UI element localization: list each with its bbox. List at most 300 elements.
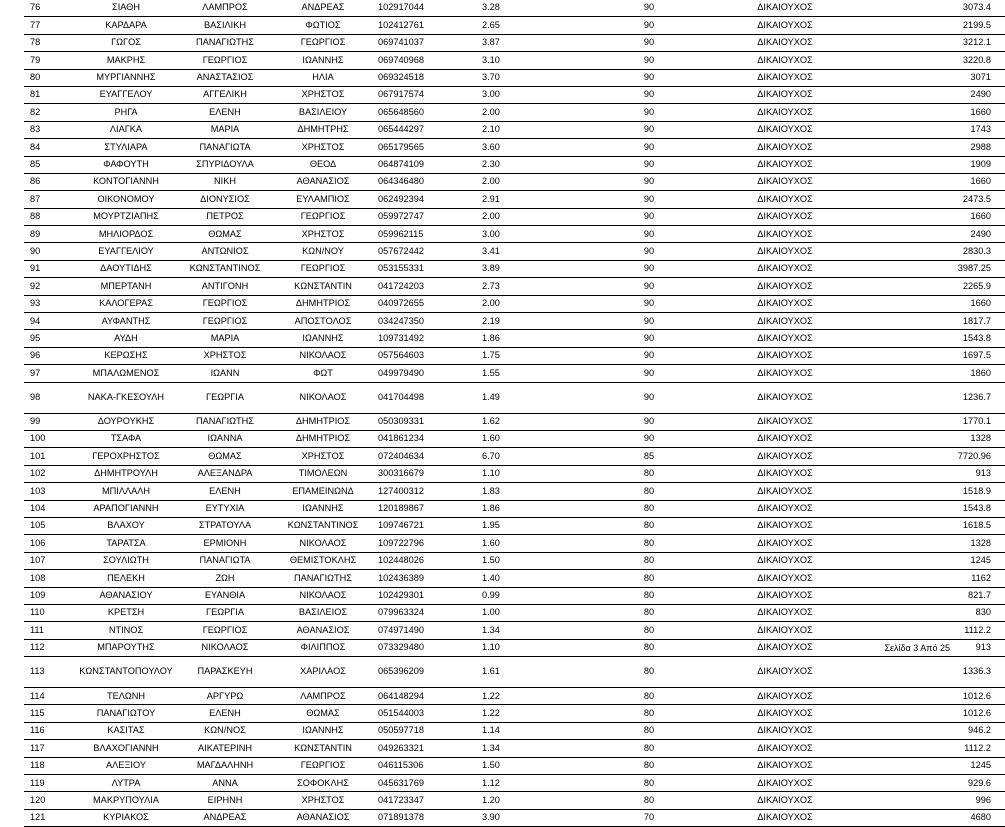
- table-row: [24, 52, 1005, 69]
- score-cell: 1.60: [480, 535, 576, 552]
- first-name-cell: ΕΛΕΝΗ: [180, 104, 270, 121]
- id-number-cell: 102429301: [376, 587, 480, 604]
- first-name-cell: ΝΙΚΟΛΑΟΣ: [180, 639, 270, 656]
- points-cell: 90: [576, 365, 722, 382]
- id-number-cell: 071891378: [376, 809, 480, 826]
- id-number-cell: 049979490: [376, 365, 480, 382]
- father-name-cell: ΤΙΜΟΛΕΩΝ: [270, 465, 376, 482]
- surname-cell: ΜΑΚΡΗΣ: [72, 52, 180, 69]
- father-name-cell: ΓΕΩΡΓΙΟΣ: [270, 208, 376, 225]
- table-row: [24, 413, 1005, 430]
- father-name-cell: ΓΕΩΡΓΙΟΣ: [270, 757, 376, 774]
- father-name-cell: ΑΘΑΝΑΣΙΟΣ: [270, 173, 376, 190]
- row-number-cell: 102: [24, 465, 72, 482]
- points-cell: 90: [576, 295, 722, 312]
- score-cell: 1.83: [480, 483, 576, 500]
- points-cell: 90: [576, 413, 722, 430]
- score-cell: 3.87: [480, 34, 576, 51]
- father-name-cell: ΙΩΑΝΝΗΣ: [270, 330, 376, 347]
- surname-cell: ΚΑΛΟΓΕΡΑΣ: [72, 295, 180, 312]
- table-row: [24, 688, 1005, 705]
- first-name-cell: ΜΑΡΙΑ: [180, 121, 270, 138]
- points-cell: 90: [576, 52, 722, 69]
- status-cell: ΔΙΚΑΙΟΥΧΟΣ: [722, 226, 848, 243]
- father-name-cell: ΣΟΦΟΚΛΗΣ: [270, 775, 376, 792]
- status-cell: ΔΙΚΑΙΟΥΧΟΣ: [722, 278, 848, 295]
- table-row: [24, 430, 1005, 447]
- status-cell: ΔΙΚΑΙΟΥΧΟΣ: [722, 34, 848, 51]
- status-cell: ΔΙΚΑΙΟΥΧΟΣ: [722, 688, 848, 705]
- points-cell: 80: [576, 500, 722, 517]
- id-number-cell: 059962115: [376, 226, 480, 243]
- status-cell: ΔΙΚΑΙΟΥΧΟΣ: [722, 121, 848, 138]
- id-number-cell: 046115306: [376, 757, 480, 774]
- first-name-cell: ΓΕΩΡΓΙΟΣ: [180, 313, 270, 330]
- first-name-cell: ΑΛΕΞΑΝΔΡΑ: [180, 465, 270, 482]
- first-name-cell: ΠΑΝΑΓΙΩΤΗΣ: [180, 413, 270, 430]
- father-name-cell: ΑΘΑΝΑΣΙΟΣ: [270, 809, 376, 826]
- first-name-cell: ΓΕΩΡΓΙΟΣ: [180, 52, 270, 69]
- father-name-cell: ΚΩΝΣΤΑΝΤΙΝΟΣ: [270, 517, 376, 534]
- status-cell: ΔΙΚΑΙΟΥΧΟΣ: [722, 52, 848, 69]
- score-cell: 1.50: [480, 757, 576, 774]
- id-number-cell: 300316679: [376, 465, 480, 482]
- row-number-cell: 93: [24, 295, 72, 312]
- id-number-cell: 034247350: [376, 313, 480, 330]
- father-name-cell: ΕΠΑΜΕΙΝΩΝΔ: [270, 483, 376, 500]
- father-name-cell: ΔΗΜΗΤΡΗΣ: [270, 121, 376, 138]
- first-name-cell: ΠΑΝΑΓΙΩΤΗΣ: [180, 34, 270, 51]
- father-name-cell: ΙΩΑΝΝΗΣ: [270, 500, 376, 517]
- father-name-cell: ΠΑΝΑΓΙΩΤΗΣ: [270, 570, 376, 587]
- father-name-cell: ΛΑΜΠΡΟΣ: [270, 688, 376, 705]
- row-number-cell: 76: [24, 0, 72, 17]
- total-cell: 1162: [848, 570, 1005, 587]
- surname-cell: ΤΣΑΦΑ: [72, 430, 180, 447]
- score-cell: 2.00: [480, 295, 576, 312]
- points-cell: 90: [576, 330, 722, 347]
- surname-cell: ΜΥΡΓΙΑΝΝΗΣ: [72, 69, 180, 86]
- first-name-cell: ΣΤΡΑΤΟΥΛΑ: [180, 517, 270, 534]
- table-row: [24, 483, 1005, 500]
- status-cell: ΔΙΚΑΙΟΥΧΟΣ: [722, 483, 848, 500]
- total-cell: 1245: [848, 757, 1005, 774]
- table-body: [24, 0, 1005, 827]
- id-number-cell: 041724203: [376, 278, 480, 295]
- first-name-cell: ΕΥΤΥΧΙΑ: [180, 500, 270, 517]
- points-cell: 90: [576, 430, 722, 447]
- points-cell: 80: [576, 757, 722, 774]
- table-row: [24, 570, 1005, 587]
- first-name-cell: ΙΩΑΝΝΑ: [180, 430, 270, 447]
- status-cell: ΔΙΚΑΙΟΥΧΟΣ: [722, 639, 848, 656]
- total-cell: 1543.8: [848, 330, 1005, 347]
- total-cell: 1112.2: [848, 622, 1005, 639]
- id-number-cell: 067917574: [376, 86, 480, 103]
- id-number-cell: 041723347: [376, 792, 480, 809]
- id-number-cell: 102436389: [376, 570, 480, 587]
- surname-cell: ΠΕΛΕΚΗ: [72, 570, 180, 587]
- table-row: [24, 278, 1005, 295]
- id-number-cell: 079963324: [376, 604, 480, 621]
- first-name-cell: ΕΙΡΗΝΗ: [180, 792, 270, 809]
- id-number-cell: 064148294: [376, 688, 480, 705]
- status-cell: ΔΙΚΑΙΟΥΧΟΣ: [722, 86, 848, 103]
- total-cell: 1328: [848, 430, 1005, 447]
- table-row: [24, 622, 1005, 639]
- first-name-cell: ΛΑΜΠΡΟΣ: [180, 0, 270, 17]
- points-cell: 80: [576, 740, 722, 757]
- score-cell: 2.00: [480, 104, 576, 121]
- points-cell: 80: [576, 722, 722, 739]
- status-cell: ΔΙΚΑΙΟΥΧΟΣ: [722, 552, 848, 569]
- points-cell: 80: [576, 688, 722, 705]
- total-cell: 1236.7: [848, 382, 1005, 413]
- table-row: [24, 757, 1005, 774]
- surname-cell: ΚΟΝΤΟΓΙΑΝΝΗ: [72, 173, 180, 190]
- id-number-cell: 057564603: [376, 347, 480, 364]
- row-number-cell: 107: [24, 552, 72, 569]
- table-row: [24, 657, 1005, 688]
- score-cell: 1.20: [480, 792, 576, 809]
- table-row: [24, 173, 1005, 190]
- father-name-cell: ΦΩΤΙΟΣ: [270, 17, 376, 34]
- status-cell: ΔΙΚΑΙΟΥΧΟΣ: [722, 604, 848, 621]
- row-number-cell: 117: [24, 740, 72, 757]
- table-row: [24, 313, 1005, 330]
- surname-cell: ΣΤΥΛΙΑΡΑ: [72, 139, 180, 156]
- first-name-cell: ΑΝΔΡΕΑΣ: [180, 809, 270, 826]
- table-row: [24, 639, 1005, 656]
- id-number-cell: 040972655: [376, 295, 480, 312]
- table-row: [24, 260, 1005, 277]
- total-cell: 929.6: [848, 775, 1005, 792]
- score-cell: 1.10: [480, 639, 576, 656]
- table-row: [24, 191, 1005, 208]
- id-number-cell: 102412761: [376, 17, 480, 34]
- score-cell: 1.12: [480, 775, 576, 792]
- status-cell: ΔΙΚΑΙΟΥΧΟΣ: [722, 517, 848, 534]
- total-cell: 7720.96: [848, 448, 1005, 465]
- total-cell: 2830.3: [848, 243, 1005, 260]
- father-name-cell: ΔΗΜΗΤΡΙΟΣ: [270, 295, 376, 312]
- status-cell: ΔΙΚΑΙΟΥΧΟΣ: [722, 535, 848, 552]
- first-name-cell: ΚΩΝΣΤΑΝΤΙΝΟΣ: [180, 260, 270, 277]
- father-name-cell: ΧΑΡΙΛΑΟΣ: [270, 657, 376, 688]
- total-cell: 1328: [848, 535, 1005, 552]
- row-number-cell: 118: [24, 757, 72, 774]
- row-number-cell: 113: [24, 657, 72, 688]
- total-cell: 2199.5: [848, 17, 1005, 34]
- table-row: [24, 792, 1005, 809]
- surname-cell: ΦΑΦΟΥΤΗ: [72, 156, 180, 173]
- points-cell: 90: [576, 173, 722, 190]
- row-number-cell: 90: [24, 243, 72, 260]
- table-row: [24, 517, 1005, 534]
- first-name-cell: ΜΑΡΙΑ: [180, 330, 270, 347]
- score-cell: 1.86: [480, 330, 576, 347]
- father-name-cell: ΦΩΤ: [270, 365, 376, 382]
- total-cell: 1660: [848, 295, 1005, 312]
- id-number-cell: 065444297: [376, 121, 480, 138]
- surname-cell: ΜΠΕΡΤΑΝΗ: [72, 278, 180, 295]
- status-cell: ΔΙΚΑΙΟΥΧΟΣ: [722, 705, 848, 722]
- row-number-cell: 112: [24, 639, 72, 656]
- surname-cell: ΚΑΣΙΤΑΣ: [72, 722, 180, 739]
- status-cell: ΔΙΚΑΙΟΥΧΟΣ: [722, 347, 848, 364]
- score-cell: 3.00: [480, 226, 576, 243]
- father-name-cell: ΒΑΣΙΛΕΙΟΣ: [270, 604, 376, 621]
- score-cell: 1.49: [480, 382, 576, 413]
- surname-cell: ΜΠΙΛΛΑΛΗ: [72, 483, 180, 500]
- surname-cell: ΜΗΛΙΟΡΔΟΣ: [72, 226, 180, 243]
- id-number-cell: 120189867: [376, 500, 480, 517]
- status-cell: ΔΙΚΑΙΟΥΧΟΣ: [722, 757, 848, 774]
- surname-cell: ΔΟΥΡΟΥΚΗΣ: [72, 413, 180, 430]
- total-cell: 2473.5: [848, 191, 1005, 208]
- score-cell: 3.89: [480, 260, 576, 277]
- row-number-cell: 94: [24, 313, 72, 330]
- score-cell: 2.19: [480, 313, 576, 330]
- row-number-cell: 99: [24, 413, 72, 430]
- score-cell: 1.00: [480, 604, 576, 621]
- page-number: Σελίδα 3 Από 25: [884, 643, 950, 653]
- table-row: [24, 535, 1005, 552]
- status-cell: ΔΙΚΑΙΟΥΧΟΣ: [722, 17, 848, 34]
- id-number-cell: 102917044: [376, 0, 480, 17]
- row-number-cell: 85: [24, 156, 72, 173]
- surname-cell: ΟΙΚΟΝΟΜΟΥ: [72, 191, 180, 208]
- row-number-cell: 92: [24, 278, 72, 295]
- total-cell: 2490: [848, 226, 1005, 243]
- id-number-cell: 127400312: [376, 483, 480, 500]
- row-number-cell: 79: [24, 52, 72, 69]
- points-cell: 90: [576, 347, 722, 364]
- father-name-cell: ΙΩΑΝΝΗΣ: [270, 52, 376, 69]
- score-cell: 6.70: [480, 448, 576, 465]
- total-cell: 2988: [848, 139, 1005, 156]
- row-number-cell: 89: [24, 226, 72, 243]
- points-cell: 80: [576, 570, 722, 587]
- surname-cell: ΝΑΚΑ-ΓΚΕΣΟΥΛΗ: [72, 382, 180, 413]
- row-number-cell: 111: [24, 622, 72, 639]
- points-cell: 80: [576, 775, 722, 792]
- id-number-cell: 109731492: [376, 330, 480, 347]
- total-cell: 1817.7: [848, 313, 1005, 330]
- surname-cell: ΓΕΡΟΧΡΗΣΤΟΣ: [72, 448, 180, 465]
- total-cell: 1660: [848, 173, 1005, 190]
- table-row: [24, 775, 1005, 792]
- points-cell: 85: [576, 448, 722, 465]
- surname-cell: ΚΩΝΣΤΑΝΤΟΠΟΥΛΟΥ: [72, 657, 180, 688]
- row-number-cell: 95: [24, 330, 72, 347]
- father-name-cell: ΧΡΗΣΤΟΣ: [270, 86, 376, 103]
- status-cell: ΔΙΚΑΙΟΥΧΟΣ: [722, 809, 848, 826]
- first-name-cell: ΚΩΝ/ΝΟΣ: [180, 722, 270, 739]
- table-row: [24, 448, 1005, 465]
- points-cell: 90: [576, 0, 722, 17]
- father-name-cell: ΒΑΣΙΛΕΙΟΥ: [270, 104, 376, 121]
- table-row: [24, 740, 1005, 757]
- id-number-cell: 072404634: [376, 448, 480, 465]
- table-row: [24, 382, 1005, 413]
- id-number-cell: 050309331: [376, 413, 480, 430]
- total-cell: 1660: [848, 208, 1005, 225]
- row-number-cell: 96: [24, 347, 72, 364]
- father-name-cell: ΧΡΗΣΤΟΣ: [270, 448, 376, 465]
- score-cell: 1.10: [480, 465, 576, 482]
- total-cell: 1860: [848, 365, 1005, 382]
- surname-cell: ΜΑΚΡΥΠΟΥΛΙΑ: [72, 792, 180, 809]
- surname-cell: ΣΙΑΘΗ: [72, 0, 180, 17]
- status-cell: ΔΙΚΑΙΟΥΧΟΣ: [722, 243, 848, 260]
- points-cell: 70: [576, 809, 722, 826]
- surname-cell: ΛΥΤΡΑ: [72, 775, 180, 792]
- surname-cell: ΒΛΑΧΟΓΙΑΝΝΗ: [72, 740, 180, 757]
- id-number-cell: 049263321: [376, 740, 480, 757]
- points-cell: 90: [576, 139, 722, 156]
- father-name-cell: ΑΠΟΣΤΟΛΟΣ: [270, 313, 376, 330]
- father-name-cell: ΧΡΗΣΤΟΣ: [270, 226, 376, 243]
- status-cell: ΔΙΚΑΙΟΥΧΟΣ: [722, 295, 848, 312]
- row-number-cell: 105: [24, 517, 72, 534]
- table-row: [24, 34, 1005, 51]
- total-cell: 1336.3: [848, 657, 1005, 688]
- score-cell: 1.22: [480, 688, 576, 705]
- first-name-cell: ΠΑΡΑΣΚΕΥΗ: [180, 657, 270, 688]
- total-cell: 1770.1: [848, 413, 1005, 430]
- total-cell: 3220.8: [848, 52, 1005, 69]
- row-number-cell: 84: [24, 139, 72, 156]
- surname-cell: ΤΕΛΩΝΗ: [72, 688, 180, 705]
- points-cell: 80: [576, 705, 722, 722]
- father-name-cell: ΙΩΑΝΝΗΣ: [270, 722, 376, 739]
- points-cell: 80: [576, 622, 722, 639]
- id-number-cell: 102448026: [376, 552, 480, 569]
- first-name-cell: ΑΝΝΑ: [180, 775, 270, 792]
- first-name-cell: ΕΡΜΙΟΝΗ: [180, 535, 270, 552]
- first-name-cell: ΑΝΤΩΝΙΟΣ: [180, 243, 270, 260]
- id-number-cell: 069741037: [376, 34, 480, 51]
- total-cell: 1697.5: [848, 347, 1005, 364]
- first-name-cell: ΓΕΩΡΓΙΑ: [180, 382, 270, 413]
- status-cell: ΔΙΚΑΙΟΥΧΟΣ: [722, 722, 848, 739]
- score-cell: 1.75: [480, 347, 576, 364]
- surname-cell: ΑΥΦΑΝΤΗΣ: [72, 313, 180, 330]
- first-name-cell: ΑΝΑΣΤΑΣΙΟΣ: [180, 69, 270, 86]
- row-number-cell: 110: [24, 604, 72, 621]
- first-name-cell: ΕΛΕΝΗ: [180, 705, 270, 722]
- row-number-cell: 119: [24, 775, 72, 792]
- points-cell: 80: [576, 517, 722, 534]
- father-name-cell: ΑΝΔΡΕΑΣ: [270, 0, 376, 17]
- first-name-cell: ΓΕΩΡΓΙΟΣ: [180, 295, 270, 312]
- row-number-cell: 87: [24, 191, 72, 208]
- status-cell: ΔΙΚΑΙΟΥΧΟΣ: [722, 413, 848, 430]
- status-cell: ΔΙΚΑΙΟΥΧΟΣ: [722, 173, 848, 190]
- surname-cell: ΑΡΑΠΟΓΙΑΝΝΗ: [72, 500, 180, 517]
- total-cell: 1012.6: [848, 705, 1005, 722]
- score-cell: 2.00: [480, 173, 576, 190]
- score-cell: 1.62: [480, 413, 576, 430]
- surname-cell: ΠΑΝΑΓΙΩΤΟΥ: [72, 705, 180, 722]
- score-cell: 2.73: [480, 278, 576, 295]
- first-name-cell: ΠΑΝΑΓΙΩΤΑ: [180, 139, 270, 156]
- status-cell: ΔΙΚΑΙΟΥΧΟΣ: [722, 775, 848, 792]
- first-name-cell: ΣΠΥΡΙΔΟΥΛΑ: [180, 156, 270, 173]
- total-cell: 3987.25: [848, 260, 1005, 277]
- row-number-cell: 81: [24, 86, 72, 103]
- score-cell: 3.60: [480, 139, 576, 156]
- id-number-cell: 064874109: [376, 156, 480, 173]
- first-name-cell: ΕΛΕΝΗ: [180, 483, 270, 500]
- id-number-cell: 041704498: [376, 382, 480, 413]
- surname-cell: ΔΑΟΥΤΙΔΗΣ: [72, 260, 180, 277]
- father-name-cell: ΧΡΗΣΤΟΣ: [270, 792, 376, 809]
- status-cell: ΔΙΚΑΙΟΥΧΟΣ: [722, 191, 848, 208]
- table-row: [24, 243, 1005, 260]
- father-name-cell: ΘΕΟΔ: [270, 156, 376, 173]
- first-name-cell: ΜΑΓΔΑΛΗΝΗ: [180, 757, 270, 774]
- status-cell: ΔΙΚΑΙΟΥΧΟΣ: [722, 657, 848, 688]
- surname-cell: ΒΛΑΧΟΥ: [72, 517, 180, 534]
- total-cell: 1543.8: [848, 500, 1005, 517]
- first-name-cell: ΑΙΚΑΤΕΡΙΝΗ: [180, 740, 270, 757]
- status-cell: ΔΙΚΑΙΟΥΧΟΣ: [722, 69, 848, 86]
- surname-cell: ΛΙΑΓΚΑ: [72, 121, 180, 138]
- status-cell: ΔΙΚΑΙΟΥΧΟΣ: [722, 365, 848, 382]
- id-number-cell: 057672442: [376, 243, 480, 260]
- points-cell: 90: [576, 34, 722, 51]
- total-cell: 1660: [848, 104, 1005, 121]
- score-cell: 1.61: [480, 657, 576, 688]
- id-number-cell: 059972747: [376, 208, 480, 225]
- points-cell: 90: [576, 226, 722, 243]
- points-cell: 90: [576, 313, 722, 330]
- table-row: [24, 365, 1005, 382]
- points-cell: 90: [576, 191, 722, 208]
- first-name-cell: ΖΩΗ: [180, 570, 270, 587]
- row-number-cell: 86: [24, 173, 72, 190]
- table-row: [24, 156, 1005, 173]
- score-cell: 2.91: [480, 191, 576, 208]
- total-cell: 3212.1: [848, 34, 1005, 51]
- points-cell: 80: [576, 639, 722, 656]
- row-number-cell: 121: [24, 809, 72, 826]
- status-cell: ΔΙΚΑΙΟΥΧΟΣ: [722, 139, 848, 156]
- table-row: [24, 226, 1005, 243]
- father-name-cell: ΘΕΜΙΣΤΟΚΛΗΣ: [270, 552, 376, 569]
- first-name-cell: ΧΡΗΣΤΟΣ: [180, 347, 270, 364]
- table-row: [24, 604, 1005, 621]
- points-cell: 80: [576, 657, 722, 688]
- total-cell: 3073.4: [848, 0, 1005, 17]
- first-name-cell: ΠΕΤΡΟΣ: [180, 208, 270, 225]
- status-cell: ΔΙΚΑΙΟΥΧΟΣ: [722, 587, 848, 604]
- row-number-cell: 104: [24, 500, 72, 517]
- total-cell: 2265.9: [848, 278, 1005, 295]
- score-cell: 2.30: [480, 156, 576, 173]
- row-number-cell: 109: [24, 587, 72, 604]
- row-number-cell: 88: [24, 208, 72, 225]
- surname-cell: ΑΘΑΝΑΣΙΟΥ: [72, 587, 180, 604]
- first-name-cell: ΓΕΩΡΓΙΑ: [180, 604, 270, 621]
- father-name-cell: ΧΡΗΣΤΟΣ: [270, 139, 376, 156]
- status-cell: ΔΙΚΑΙΟΥΧΟΣ: [722, 260, 848, 277]
- father-name-cell: ΓΕΩΡΓΙΟΣ: [270, 34, 376, 51]
- table-row: [24, 465, 1005, 482]
- surname-cell: ΑΛΕΞΙΟΥ: [72, 757, 180, 774]
